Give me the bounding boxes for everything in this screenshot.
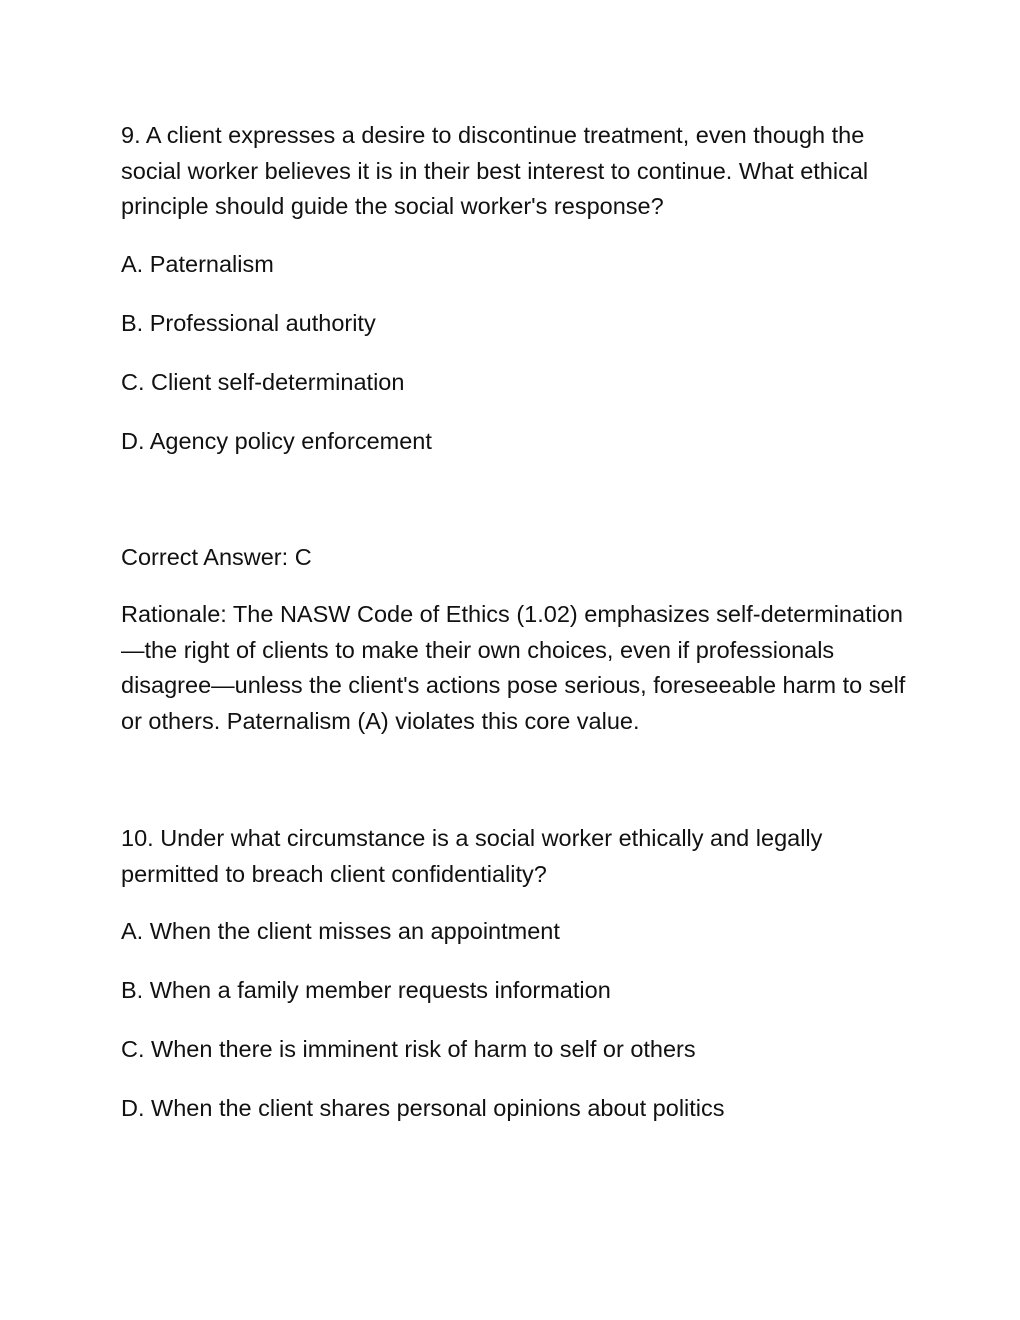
option-c: C. When there is imminent risk of harm to self or others [121, 1036, 696, 1062]
question-text: 9. A client expresses a desire to discontinue treatment, even though the social worker believes it is in their best interest to continue. What ethical principle should guide the social worker's response? [121, 122, 869, 219]
spacer [121, 483, 921, 540]
option-d: D. When the client shares personal opinions about politics [121, 1095, 725, 1121]
option-c: C. Client self-determination [121, 368, 405, 395]
option-b: B. Professional authority [121, 309, 376, 336]
rationale-text: Rationale: The NASW Code of Ethics (1.02) emphasizes self-determination—the right of clients to make their own choices, even if professionals disagree—unless the client's actions pose serious, foreseeable harm to self or others. Paternalism (A) violates this core value. [121, 601, 906, 734]
option-d: D. Agency policy enforcement [121, 427, 432, 454]
question-item-10 [121, 821, 921, 1127]
spacer [121, 739, 921, 821]
option-a: A. Paternalism [121, 250, 274, 277]
option-a: A. When the client misses an appointment [121, 918, 560, 944]
option-b: B. When a family member requests information [121, 977, 611, 1003]
document-page [121, 118, 921, 1150]
question-text: 10. Under what circumstance is a social worker ethically and legally permitted to breach client confidentiality? [121, 825, 823, 887]
correct-answer: Correct Answer: C [121, 543, 312, 570]
question-item-9 [121, 118, 921, 739]
